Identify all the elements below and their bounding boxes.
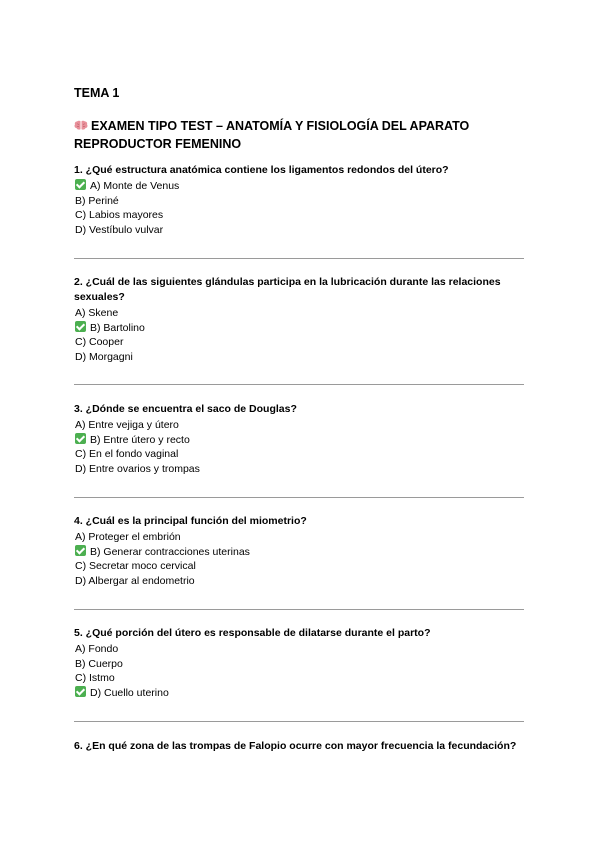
- question-text: 2. ¿Cuál de las siguientes glándulas participa en la lubricación durante las relaciones sexuales?: [74, 276, 501, 303]
- answer-option: C) Secretar moco cervical: [75, 560, 196, 573]
- answer-option: B) Generar contracciones uterinas: [75, 545, 534, 560]
- question-text: 5. ¿Qué porción del útero es responsable de dilatarse durante el parto?: [74, 627, 431, 639]
- exam-title-text: EXAMEN TIPO TEST – ANATOMÍA Y FISIOLOGÍA DEL APARATO REPRODUCTOR FEMENINO: [74, 119, 470, 151]
- topic-heading: TEMA 1: [74, 86, 120, 100]
- answer-option: C) Labios mayores: [75, 209, 164, 222]
- answer-option: C) En el fondo vaginal: [75, 448, 179, 461]
- answer-option: D) Vestíbulo vulvar: [75, 223, 164, 236]
- answer-option: D) Entre ovarios y trompas: [75, 462, 200, 475]
- question-block: [74, 626, 534, 700]
- answer-option: D) Morgagni: [75, 350, 133, 363]
- question-block: [74, 739, 534, 755]
- separator-line: [74, 384, 524, 385]
- answer-option: A) Monte de Venus: [75, 179, 534, 194]
- question-block: [74, 514, 534, 588]
- answer-option: A) Skene: [75, 307, 119, 319]
- check-mark-icon: [75, 321, 86, 332]
- answer-option: B) Cuerpo: [75, 657, 123, 670]
- answer-option: D) Albergar al endometrio: [75, 574, 195, 587]
- separator-line: [74, 609, 524, 610]
- separator-line: [74, 258, 524, 259]
- answer-option: D) Cuello uterino: [75, 686, 534, 701]
- answer-option: C) Istmo: [75, 672, 115, 685]
- question-text: 6. ¿En qué zona de las trompas de Falopio ocurre con mayor frecuencia la fecundación?: [74, 740, 517, 752]
- check-mark-icon: [75, 433, 86, 444]
- answer-option: B) Periné: [75, 194, 119, 207]
- answer-option: A) Entre vejiga y útero: [75, 419, 179, 431]
- check-mark-icon: [75, 545, 86, 556]
- answer-option: A) Proteger el embrión: [75, 531, 181, 543]
- question-block: [74, 402, 534, 476]
- brain-icon: [74, 120, 88, 131]
- check-mark-icon: [75, 686, 86, 697]
- separator-line: [74, 721, 524, 722]
- question-block: [74, 163, 534, 237]
- separator-line: [74, 497, 524, 498]
- exam-title: [74, 117, 534, 153]
- question-text: 1. ¿Qué estructura anatómica contiene los ligamentos redondos del útero?: [74, 164, 449, 176]
- check-mark-icon: [75, 179, 86, 190]
- question-text: 4. ¿Cuál es la principal función del miometrio?: [74, 515, 307, 527]
- answer-option: B) Bartolino: [75, 321, 534, 336]
- question-text: 3. ¿Dónde se encuentra el saco de Douglas?: [74, 403, 297, 415]
- answer-option: B) Entre útero y recto: [75, 433, 534, 448]
- answer-option: C) Cooper: [75, 336, 124, 349]
- question-block: [74, 275, 534, 364]
- answer-option: A) Fondo: [75, 643, 119, 655]
